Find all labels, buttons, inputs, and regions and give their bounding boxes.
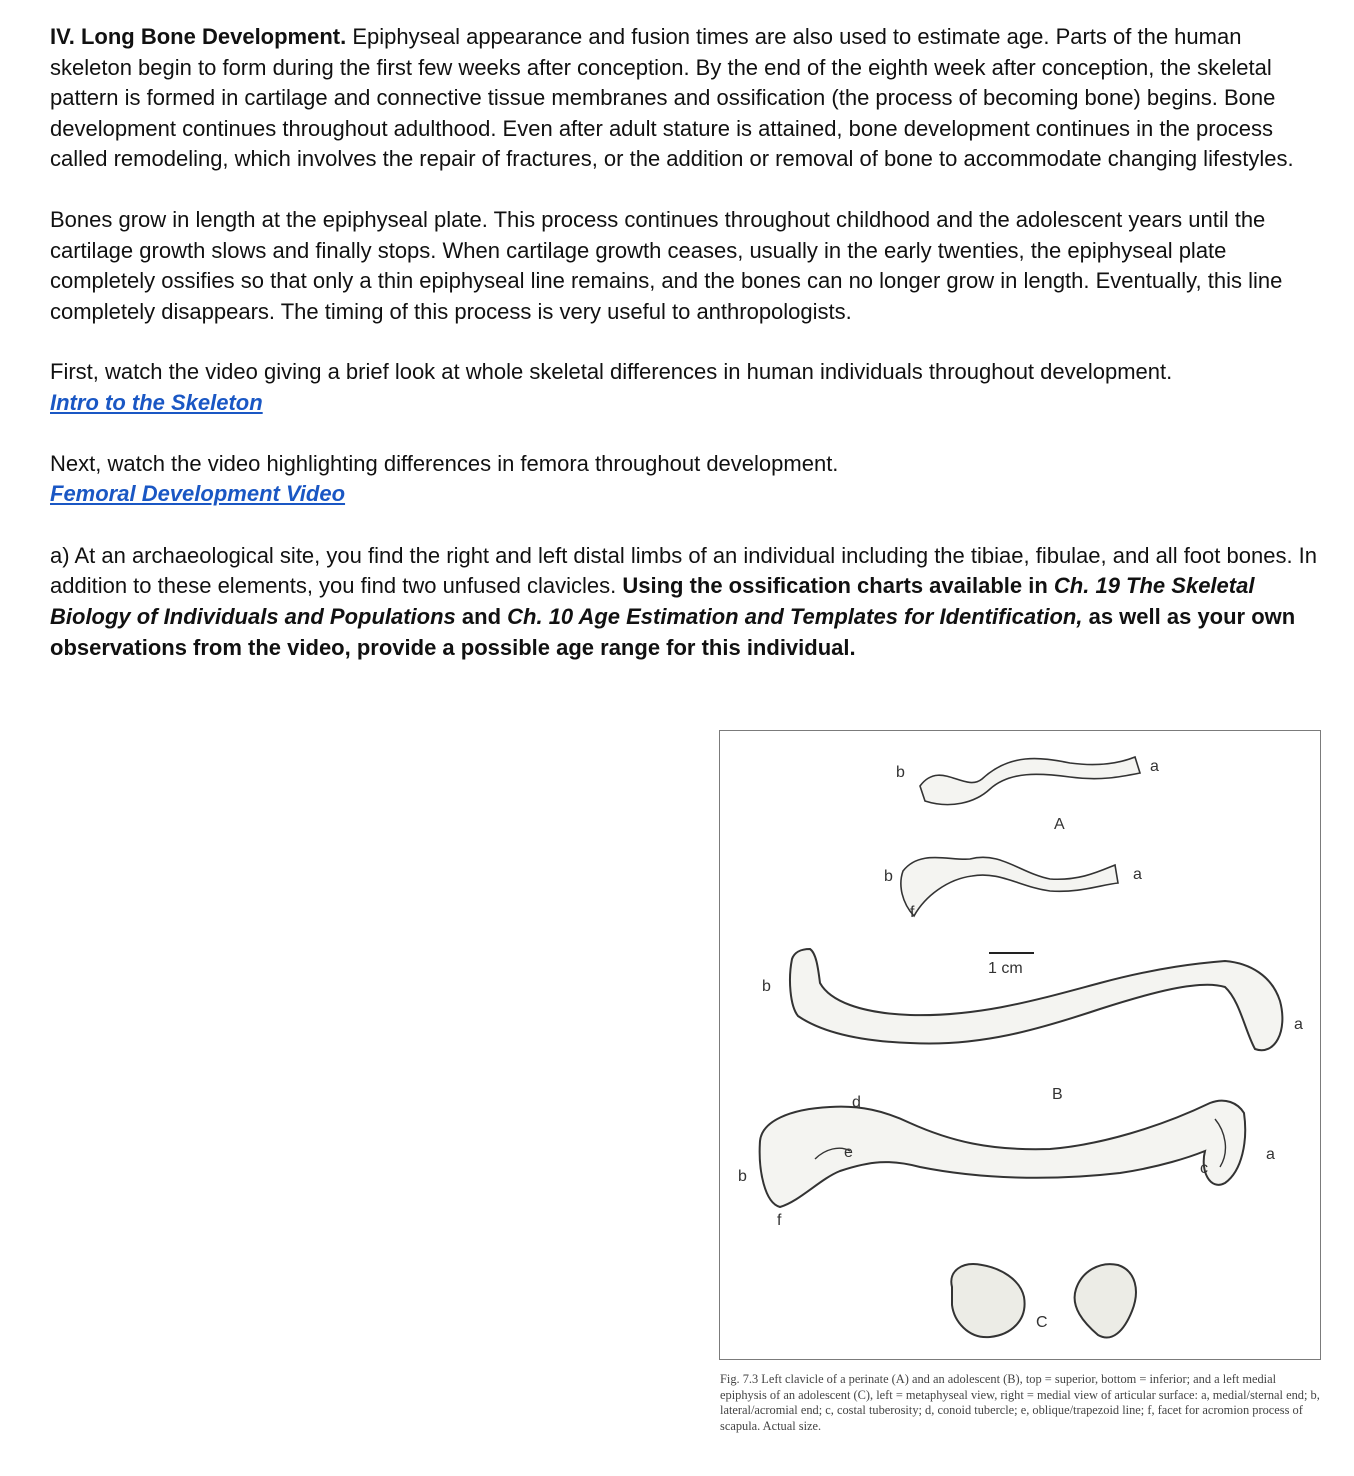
label-b-2: b <box>884 868 893 885</box>
label-f-2: f <box>777 1212 782 1229</box>
label-C: C <box>1036 1314 1048 1331</box>
question-a-chapter-19: Ch. 19 The Skeletal Biology of Individuals and Populations <box>50 573 1255 629</box>
video-1-instruction: First, watch the video giving a brief look at whole skeletal differences in human individuals throughout development. <box>50 359 1173 385</box>
paragraph-video-2 <box>50 449 1325 510</box>
question-a-bold-3: as well as your own observations from the video, provide a possible age range for this individual. <box>50 603 1296 660</box>
section-heading: IV. Long Bone Development. <box>50 24 347 49</box>
scale-bar-label: 1 cm <box>988 960 1023 977</box>
label-b-3: b <box>762 978 771 995</box>
label-a-1: a <box>1150 758 1159 775</box>
adolescent-clavicle-superior <box>790 949 1282 1050</box>
medial-epiphysis-articular-view <box>1075 1264 1136 1337</box>
label-d: d <box>852 1094 861 1111</box>
question-a <box>50 541 1325 663</box>
label-a-2: a <box>1133 866 1142 883</box>
adolescent-clavicle-inferior <box>760 1101 1246 1207</box>
label-A: A <box>1054 816 1065 833</box>
question-a-bold-2: and <box>455 603 508 629</box>
figure-caption: Fig. 7.3 Left clavicle of a perinate (A) and an adolescent (B), top = superior, bottom = inferior; and a left medial epiphysis of an adolescent (C), left = metaphyseal view, right = medial view of articular surface: a, medial/sternal end; b, lateral/acromial end; c, costal tuberosity; d, conoid tubercle; e, oblique/trapezoid line; f, facet for acromion process of scapula. Actual size. <box>720 1372 1320 1433</box>
perinate-clavicle-inferior <box>901 857 1118 916</box>
paragraph-intro-text: Epiphyseal appearance and fusion times are also used to estimate age. Parts of the human skeleton begin to form during the first few weeks after conception. By the end of the eighth week after conception, the skeletal pattern is formed in cartilage and connective tissue membranes and ossification (the process of becoming bone) begins. Bone development continues throughout adulthood. Even after adult stature is attained, bone development continues in the process called remodeling, which involves the repair of fractures, or the addition or removal of bone to accommodate changing lifestyles. <box>50 24 1294 172</box>
intro-to-skeleton-link[interactable]: Intro to the Skeleton <box>50 389 263 415</box>
label-e: e <box>844 1144 853 1161</box>
label-b-1: b <box>896 764 905 781</box>
label-B: B <box>1052 1086 1063 1103</box>
perinate-clavicle-superior <box>920 757 1140 805</box>
label-a-4: a <box>1266 1146 1275 1163</box>
femoral-development-link[interactable]: Femoral Development Video <box>50 481 346 507</box>
question-a-bold-1: Using the ossification charts available in <box>622 573 1054 599</box>
paragraph-intro <box>50 22 1325 175</box>
paragraph-epiphyseal-plate: Bones grow in length at the epiphyseal plate. This process continues throughout childhood and the adolescent years until the cartilage growth slows and finally stops. When cartilage growth ceases, usually in the early twenties, the epiphyseal plate completely ossifies so that only a thin epiphyseal line remains, and the bones can no longer grow in length. Eventually, this line completely disappears. The timing of this process is very useful to anthropologists. <box>50 206 1283 324</box>
label-b-4: b <box>738 1168 747 1185</box>
question-a-chapter-10: Ch. 10 Age Estimation and Templates for Identification, <box>507 603 1083 629</box>
clavicle-figure <box>719 730 1321 1360</box>
label-a-3: a <box>1294 1016 1303 1033</box>
question-a-text: a) At an archaeological site, you find the right and left distal limbs of an individual including the tibiae, fibulae, and all foot bones. In addition to these elements, you find two unfused clavicles. <box>50 542 1318 599</box>
clavicle-illustration <box>720 731 1320 1359</box>
video-2-instruction: Next, watch the video highlighting differences in femora throughout development. <box>50 450 839 476</box>
label-f-1: f <box>910 904 915 921</box>
document-body <box>50 22 1325 663</box>
paragraph-video-1 <box>50 357 1325 418</box>
medial-epiphysis-metaphyseal-view <box>951 1264 1024 1337</box>
label-c: c <box>1200 1160 1208 1177</box>
